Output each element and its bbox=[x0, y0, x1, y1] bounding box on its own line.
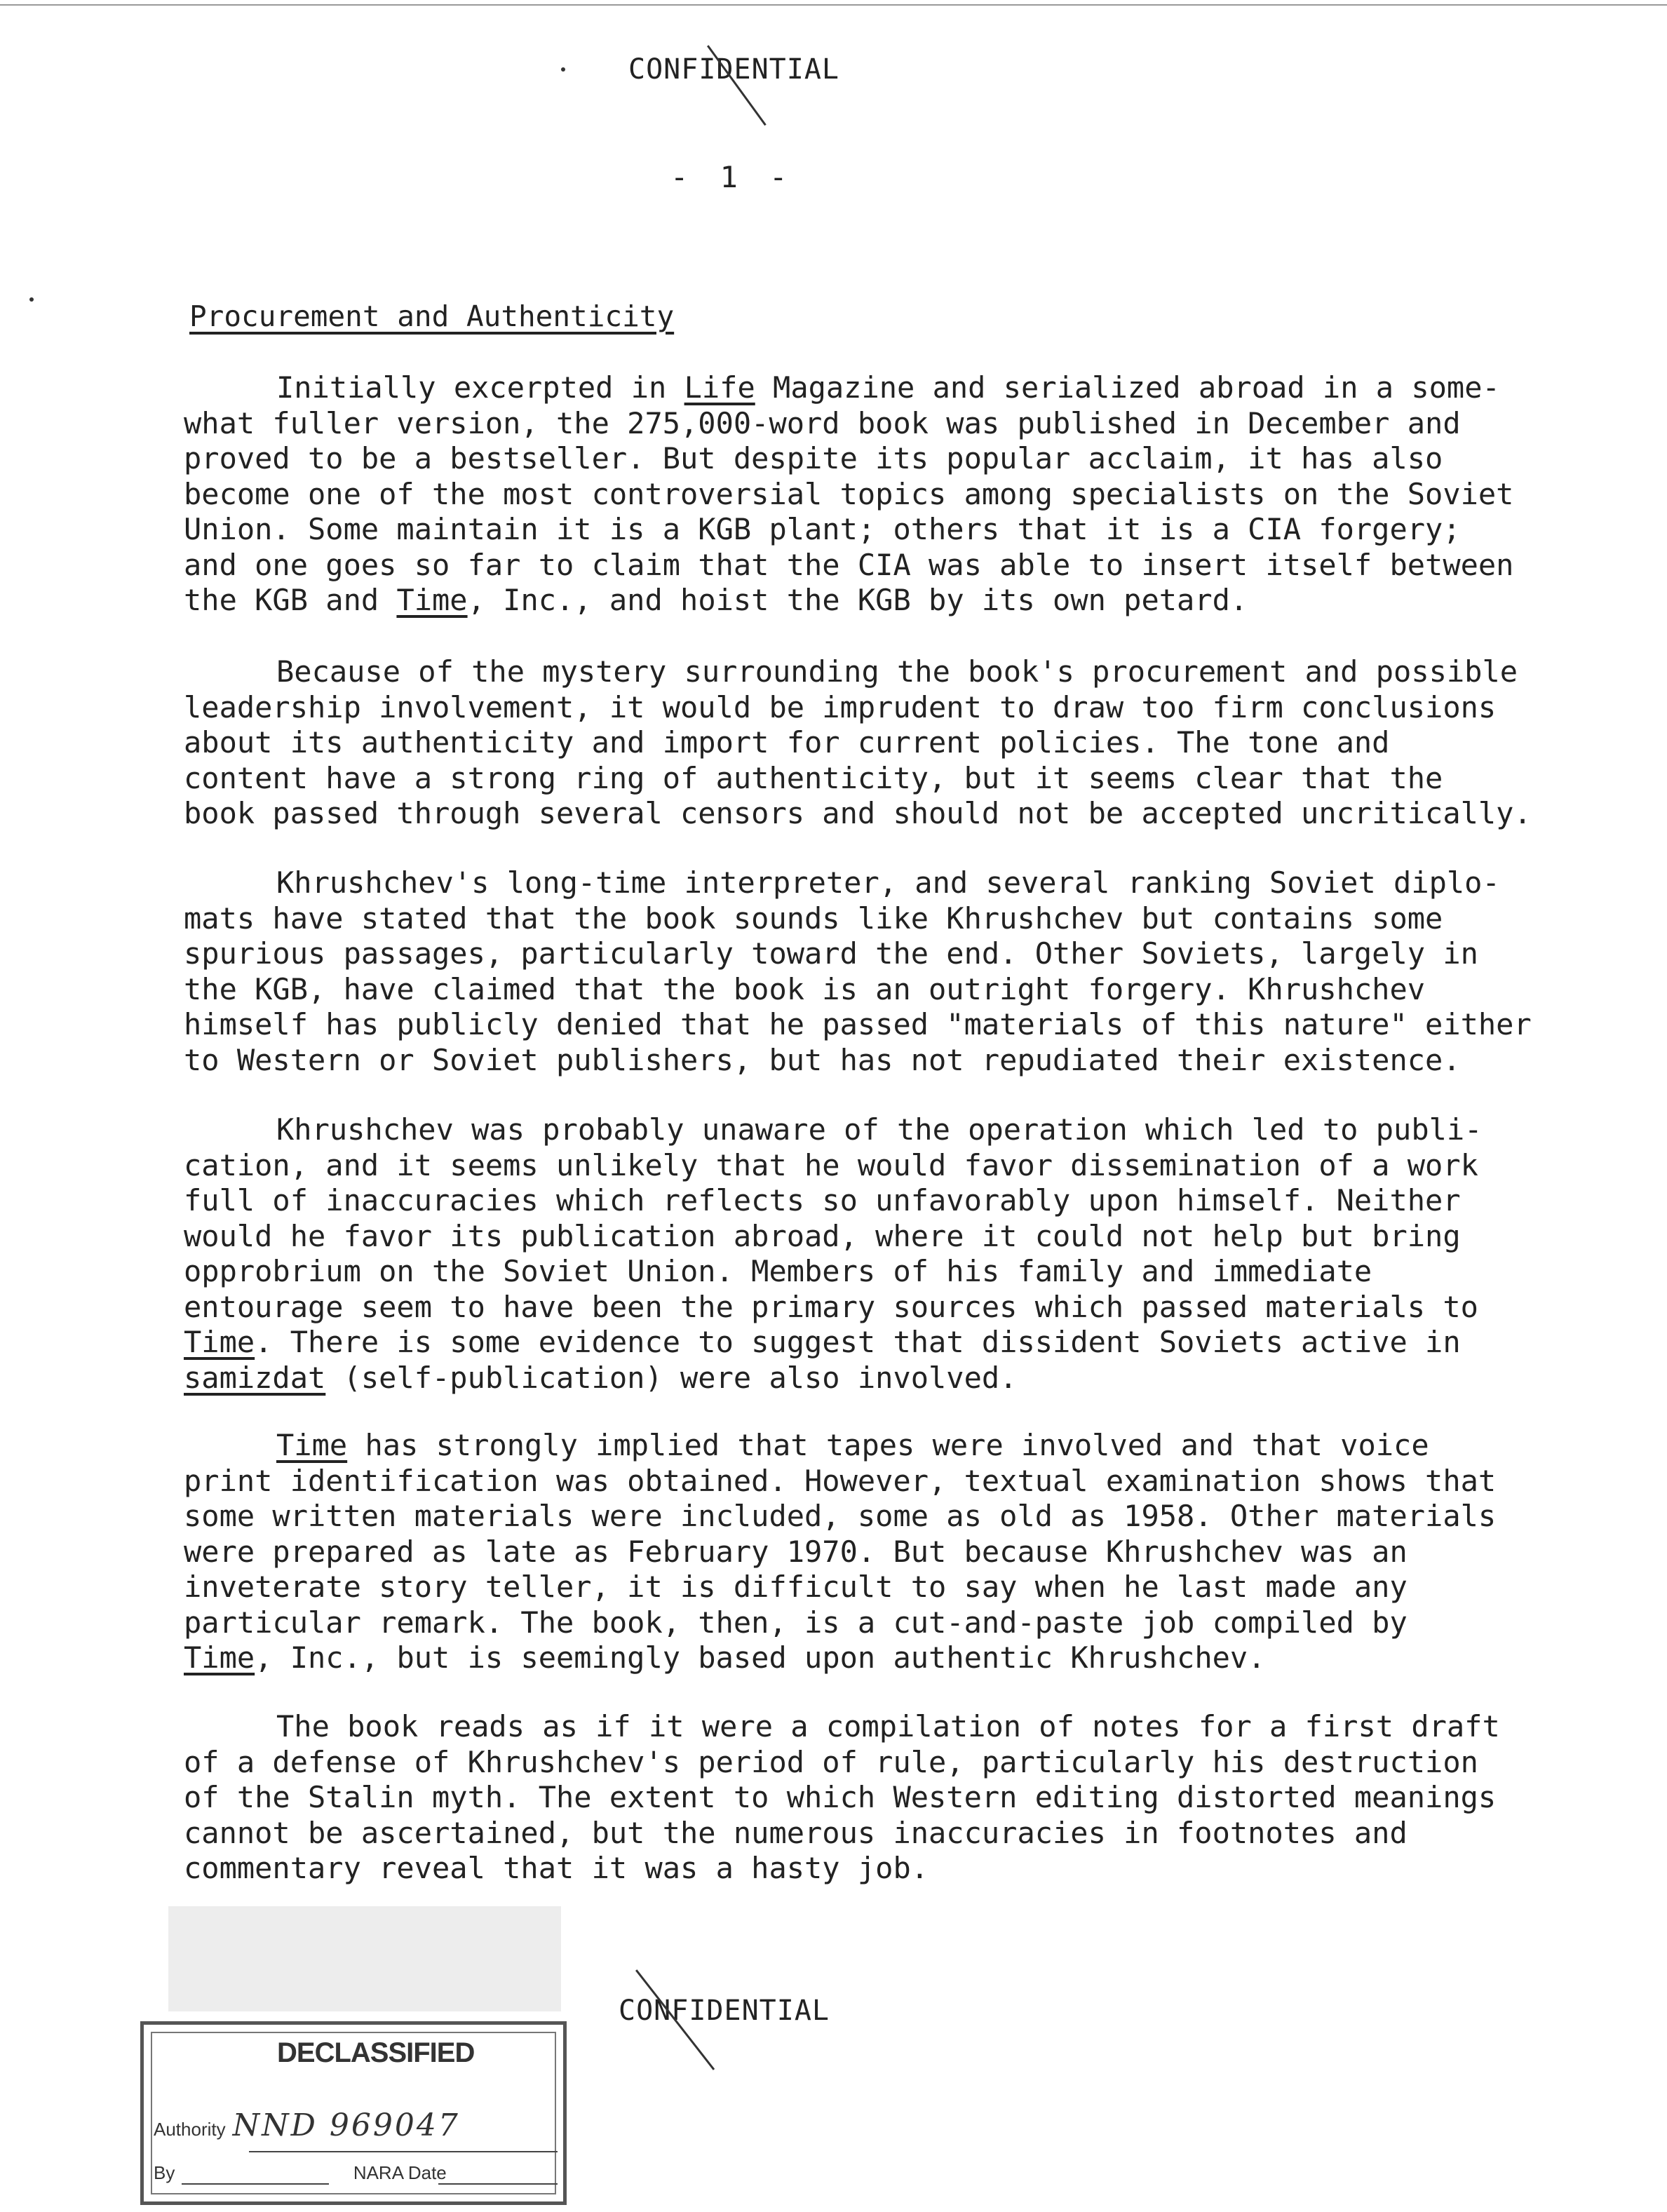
stamp-date-line bbox=[438, 2183, 558, 2185]
section-heading: Procurement and Authenticity bbox=[189, 299, 675, 333]
paragraph-6: The book reads as if it were a compilation of notes for a first draft of a defense of Khrushchev's period of rule, particularly his destruction of the Stalin myth. The extent to which Western editing distorted meanings cannot be ascertained, but the numerous inaccuracies in footnotes and commentary reveal that it was a hasty job. bbox=[184, 1709, 1500, 1885]
time-title: Time bbox=[396, 583, 468, 617]
stamp-authority-line bbox=[249, 2151, 558, 2152]
stamp-by-label: By bbox=[154, 2162, 175, 2183]
classification-bottom: CONFIDENTIAL bbox=[619, 1995, 830, 2027]
paragraph-5: Time has strongly implied that tapes were involved and that voice print identification was obtained. However, textual examination shows that some written materials were included, some as old as 1958. Other materials were prepared as late as February 1970. But because Khrushchev was an inveterate story teller, it is difficult to say when he last made any particular remark. The book, then, is a cut-and-paste job compiled by Time, Inc., but is seemingly based upon authentic Khrushchev. bbox=[184, 1428, 1497, 1675]
speck-mark bbox=[561, 67, 565, 72]
stamp-by-row bbox=[154, 2162, 447, 2184]
classification-top: CONFIDENTIAL bbox=[628, 53, 839, 86]
stamp-title: DECLASSIFIED bbox=[277, 2037, 475, 2068]
declassified-stamp bbox=[140, 2021, 567, 2205]
paragraph-2: Because of the mystery surrounding the book's procurement and possible leadership involvement, it would be imprudent to draw too firm conclusions about its authenticity and import for current policies. The tone and content have a strong ring of authenticity, but it seems clear that the book passed through several censors and should not be accepted uncritically. bbox=[184, 654, 1532, 830]
top-edge-rule bbox=[0, 4, 1667, 6]
stamp-nara-label: NARA Date bbox=[353, 2162, 447, 2183]
paragraph-3: Khrushchev's long-time interpreter, and several ranking Soviet diplo- mats have stated that the book sounds like Khrushchev but contains some spurious passages, particularly toward the end. Other Soviets, largely in the KGB, have claimed that the book is an outright forgery. Khrushchev himself has publicly denied that he passed "materials of this nature" either to Western or Soviet publishers, but has not repudiated their existence. bbox=[184, 865, 1532, 1077]
time-title: Time bbox=[184, 1325, 255, 1359]
page-number: - 1 - bbox=[670, 160, 795, 194]
samizdat-term: samizdat bbox=[184, 1360, 326, 1395]
time-title: Time bbox=[184, 1640, 255, 1675]
stamp-authority-row bbox=[154, 2108, 460, 2143]
time-title: Time bbox=[276, 1428, 348, 1462]
paragraph-4: Khrushchev was probably unaware of the operation which led to publi- cation, and it seems unlikely that he would favor dissemination of a work full of inaccuracies which reflects so unfavorably upon himself. Neither would he favor its publication abroad, where it could not help but bring opprobrium on the Soviet Union. Members of his family and immediate entourage seem to have been the primary sources which passed materials to Time. There is some evidence to suggest that dissident Soviets active in samizdat (self-publication) were also involved. bbox=[184, 1112, 1483, 1395]
speck-mark bbox=[29, 297, 34, 302]
stamp-by-line bbox=[182, 2183, 329, 2185]
paragraph-1: Initially excerpted in Life Magazine and serialized abroad in a some- what fuller version, the 275,000-word book was published in December and proved to be a bestseller. But despite its popular acclaim, it has also become one of the most controversial topics among specialists on the Soviet Union. Some maintain it is a KGB plant; others that it is a CIA forgery; and one goes so far to claim that the CIA was able to insert itself between the KGB and Time, Inc., and hoist the KGB by its own petard. bbox=[184, 370, 1514, 617]
stamp-smudge bbox=[168, 1906, 561, 2011]
stamp-authority-value: NND 969047 bbox=[232, 2108, 460, 2143]
stamp-authority-label: Authority bbox=[154, 2119, 226, 2140]
life-magazine-title: Life bbox=[684, 370, 755, 405]
